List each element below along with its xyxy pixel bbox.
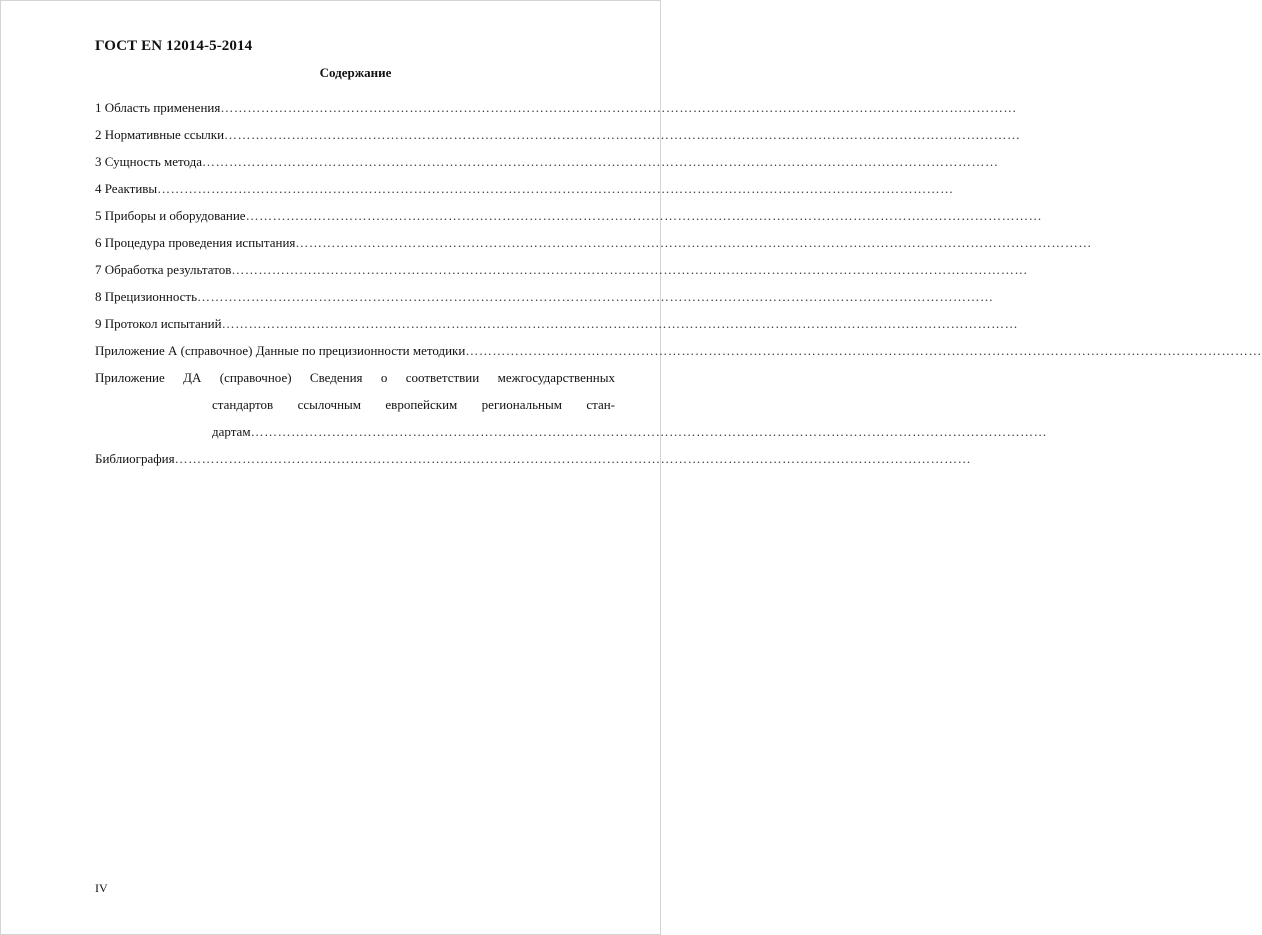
- toc-entry-annex-a[interactable]: [95, 341, 1262, 368]
- toc-entry-reagents[interactable]: [95, 179, 954, 206]
- toc-entry-label: 1 Область применения: [95, 100, 221, 115]
- toc-entry-label-line-3: [212, 422, 1048, 449]
- dot-leader: ……………………………………………………………………………………………………………………………………………………………: [295, 235, 1092, 250]
- dot-leader: ……………………………………………………………………………………………………………………………………………………………: [221, 316, 1019, 331]
- toc-entry-label: 3 Сущность метода: [95, 154, 203, 169]
- toc-entry-label: 7 Обработка результатов: [95, 262, 232, 277]
- dot-leader: ……………………………………………………………………………………………………………………………………………………………: [220, 100, 1017, 115]
- page-number: IV: [95, 881, 108, 895]
- toc-entry-label-line-2: стандартов ссылочным европейским региональным стан-: [212, 397, 615, 412]
- dot-leader: ……………………………………………………………………………………………………………………………………………………………: [174, 451, 972, 466]
- dot-leader: ……………………………………………………………………………………………………………………………………………………………: [231, 262, 1028, 277]
- dot-leader: ……………………………………………………………………………………………………………………………………………………………: [245, 208, 1043, 223]
- toc-entry-label: 9 Протокол испытаний: [95, 316, 222, 331]
- toc-entry-label: 4 Реактивы: [95, 181, 158, 196]
- toc-entry-label: 6 Процедура проведения испытания: [95, 235, 296, 250]
- toc-entry-procedure[interactable]: [95, 233, 1092, 260]
- dot-leader: ……………………………………………………………………………………………………………………………………………………………: [465, 343, 1262, 358]
- toc-entry-label: Библиография: [95, 451, 175, 466]
- toc-title: Содержание: [319, 65, 392, 80]
- toc-entry-test-report[interactable]: [95, 314, 1019, 341]
- toc-entry-apparatus[interactable]: [95, 206, 1043, 233]
- toc-entry-bibliography[interactable]: [95, 449, 972, 476]
- toc-entry-label: дартам: [212, 424, 251, 439]
- toc-entry-normative-references[interactable]: [95, 125, 1021, 152]
- dot-leader: ……………………………………………………………………………………………………………………………………………………………: [202, 154, 999, 169]
- toc-entry-scope[interactable]: [95, 98, 1017, 125]
- document-code: ГОСТ EN 12014-5-2014: [95, 38, 253, 54]
- table-of-contents: [95, 98, 1262, 476]
- toc-entry-label: 8 Прецизионность: [95, 289, 198, 304]
- toc-entry-principle[interactable]: [95, 152, 999, 179]
- dot-leader: ……………………………………………………………………………………………………………………………………………………………: [197, 289, 994, 304]
- toc-entry-label-line-1: Приложение ДА (справочное) Сведения о соответствии межгосударственных: [95, 370, 615, 385]
- toc-entry-label: 5 Приборы и оборудование: [95, 208, 246, 223]
- toc-entry-label: Приложение А (справочное) Данные по прецизионности методики: [95, 343, 466, 358]
- dot-leader: ……………………………………………………………………………………………………………………………………………………………: [250, 424, 1048, 439]
- toc-entry-annex-da[interactable]: [95, 368, 1048, 449]
- toc-entry-precision[interactable]: [95, 287, 994, 314]
- toc-entry-label: 2 Нормативные ссылки: [95, 127, 225, 142]
- dot-leader: ……………………………………………………………………………………………………………………………………………………………: [157, 181, 954, 196]
- dot-leader: ……………………………………………………………………………………………………………………………………………………………: [224, 127, 1021, 142]
- toc-entry-calculation[interactable]: [95, 260, 1028, 287]
